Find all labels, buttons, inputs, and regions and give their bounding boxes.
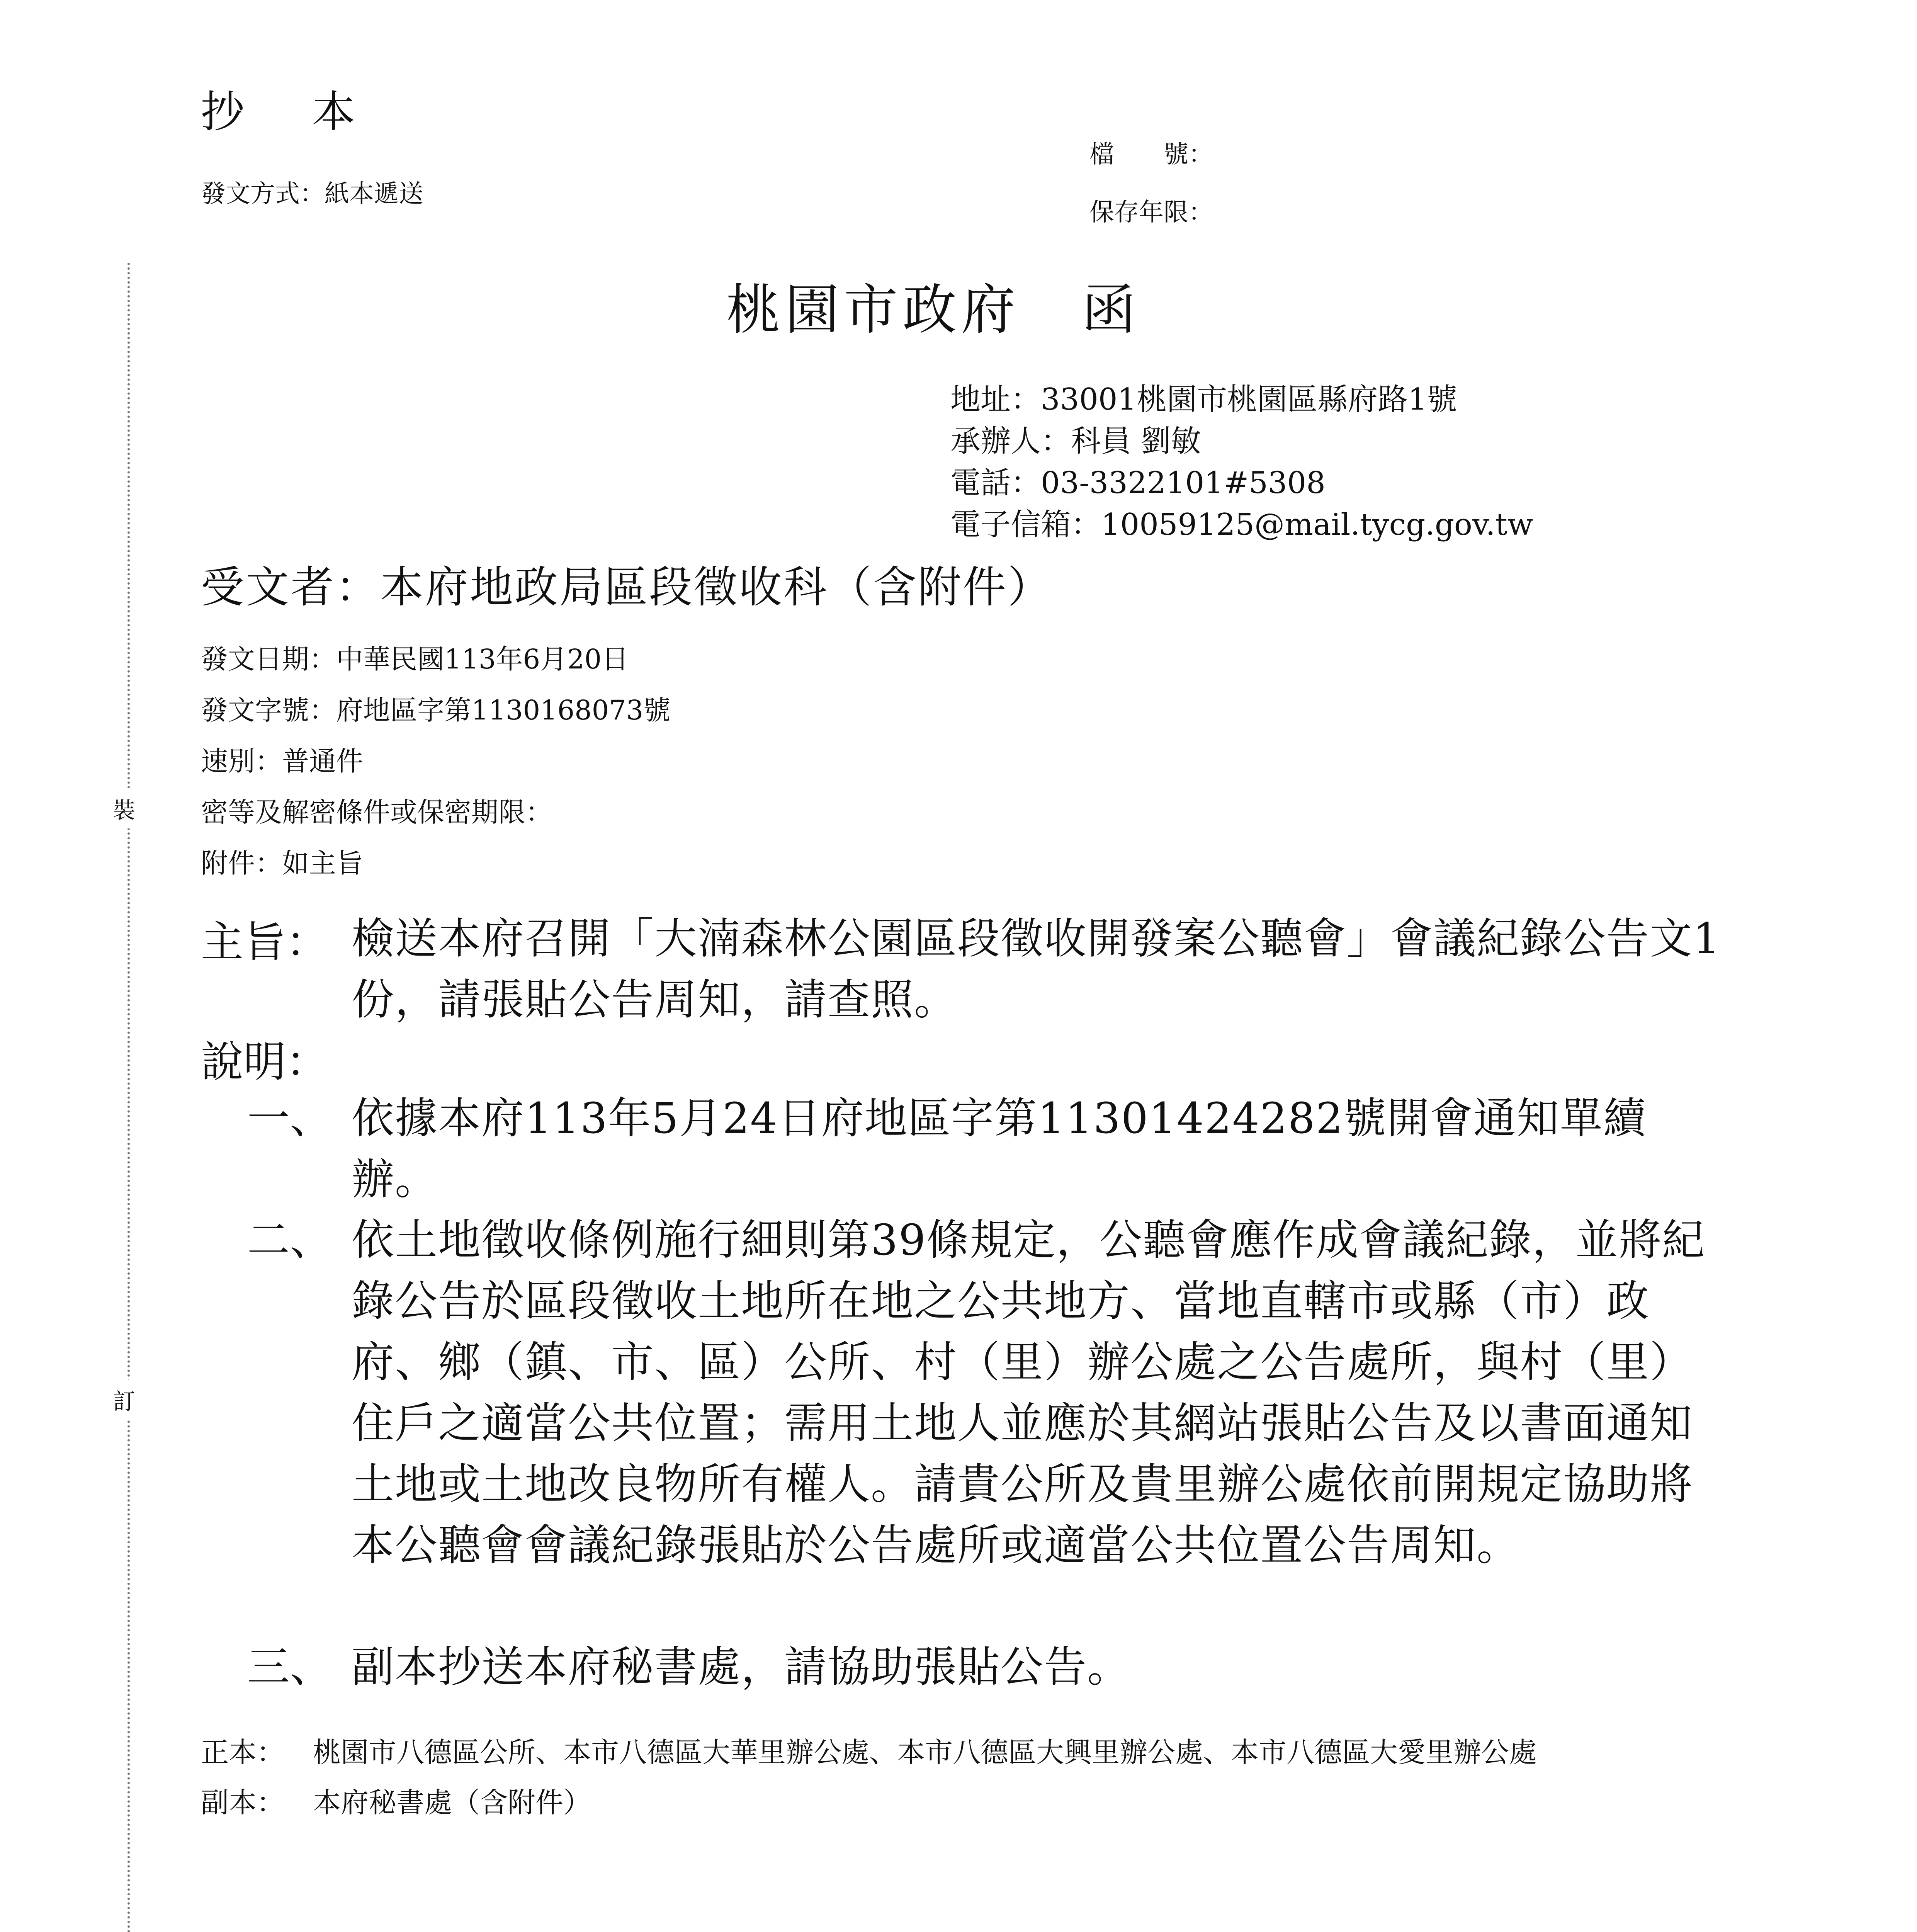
binding-line xyxy=(127,263,130,1932)
distribution xyxy=(201,1727,1858,1828)
original-label: 正本： xyxy=(201,1736,285,1769)
issue-date: 發文日期：中華民國113年6月20日 xyxy=(201,643,629,675)
explanation-item-text: 依土地徵收條例施行細則第39條規定，公聽會應作成會議紀錄，並將紀錄公告於區段徵收土地所在地之公共地方、當地直轄市或縣（市）政府、鄉（鎮、市、區）公所、村（里）辦公處之公告處所，與村（里）住戶之適當公共位置；需用土地人並應於其網站張貼公告及以書面通知土地或土地改良物所有權人。請貴公所及貴里辦公處依前開規定協助將本公聽會會議紀錄張貼於公告處所或適當公共位置公告周知。 xyxy=(352,1215,1705,1570)
document-meta xyxy=(201,634,670,889)
file-number-label: 檔 號： xyxy=(1089,140,1213,169)
explanation-item-number: 二、 xyxy=(247,1215,332,1265)
explanation-item-number: 三、 xyxy=(247,1642,332,1692)
sender-address: 地址：33001桃園市桃園區縣府路1號 xyxy=(950,382,1457,417)
sender-phone: 電話：03-3322101#5308 xyxy=(950,466,1326,500)
document-title xyxy=(726,267,1140,344)
document-type: 函 xyxy=(1082,279,1141,342)
sender-handler: 承辦人：科員 劉敏 xyxy=(950,424,1201,459)
explanation-item-text: 依據本府113年5月24日府地區字第11301424282號開會通知單續辦。 xyxy=(352,1094,1647,1204)
sender-info xyxy=(950,379,1533,546)
issuing-organization: 桃園市政府 xyxy=(726,279,1020,342)
retention-label: 保存年限： xyxy=(1089,198,1213,227)
copy-value: 本府秘書處（含附件） xyxy=(313,1786,591,1819)
binding-mark-ding: 訂 xyxy=(113,1379,135,1420)
secrecy-level: 密等及解密條件或保密期限： xyxy=(201,796,552,828)
copy-recipients xyxy=(201,1777,1858,1828)
file-meta xyxy=(1089,126,1213,242)
original-recipients xyxy=(201,1727,1858,1777)
document-number: 發文字號：府地區字第1130168073號 xyxy=(201,694,671,726)
attachment: 附件：如主旨 xyxy=(201,847,363,879)
recipient: 受文者：本府地政局區段徵收科（含附件） xyxy=(201,562,1052,612)
copy-label: 副本： xyxy=(201,1786,285,1819)
binding-mark-zhuang: 裝 xyxy=(113,788,135,828)
original-value: 桃園市八德區公所、本市八德區大華里辦公處、本市八德區大興里辦公處、本市八德區大愛里辦公處 xyxy=(313,1736,1537,1769)
sender-email: 電子信箱：10059125@mail.tycg.gov.tw xyxy=(950,507,1533,542)
send-method: 發文方式：紙本遞送 xyxy=(201,180,423,208)
copy-mark: 抄 本 xyxy=(201,87,382,137)
speed-class: 速別：普通件 xyxy=(201,745,363,777)
explanation-item-text: 副本抄送本府秘書處，請協助張貼公告。 xyxy=(352,1642,1130,1692)
explanation-item-number: 一、 xyxy=(247,1094,332,1143)
subject-text: 檢送本府召開「大湳森林公園區段徵收開發案公聽會」會議紀錄公告文1份，請張貼公告周知，請查照。 xyxy=(352,914,1721,1024)
subject-label: 主旨： xyxy=(201,917,328,967)
explanation-label: 說明： xyxy=(201,1037,328,1087)
